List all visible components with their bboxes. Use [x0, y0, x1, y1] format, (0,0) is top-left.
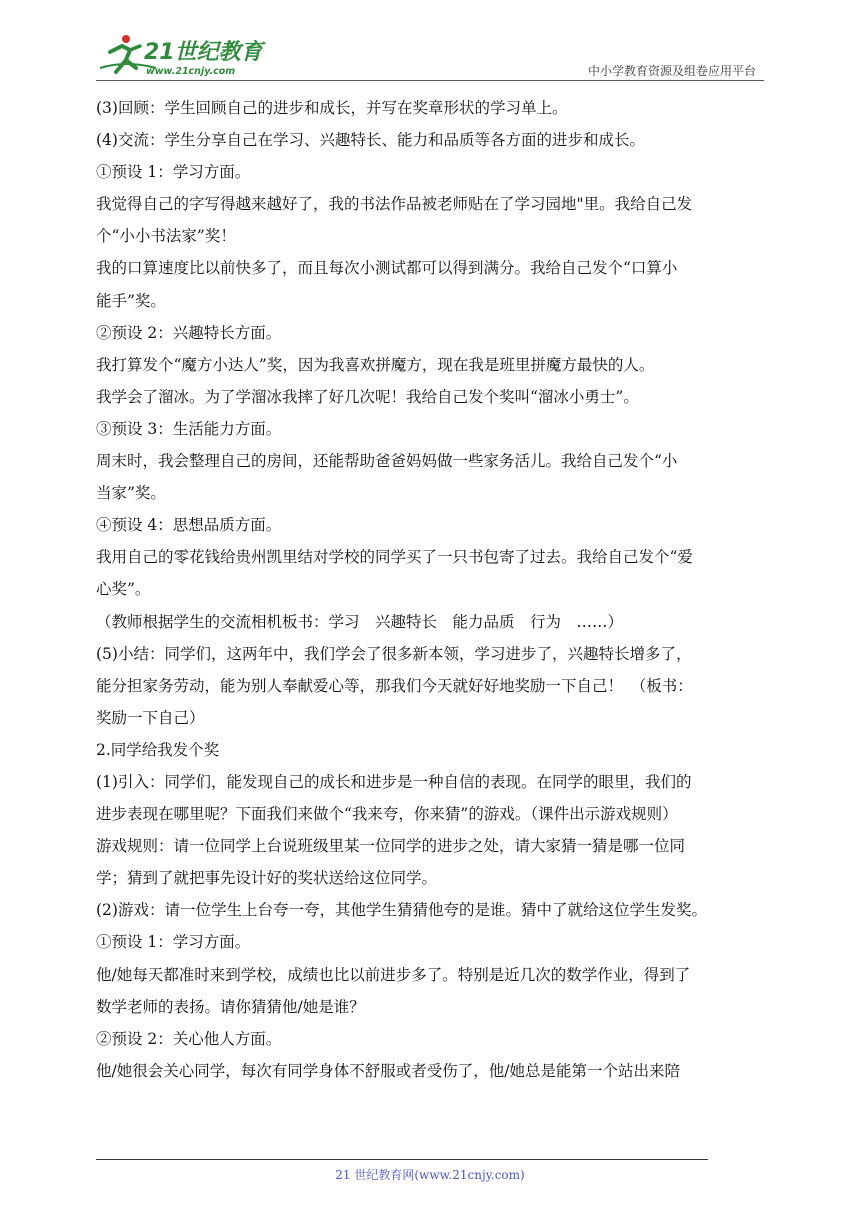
- text-line: 数学老师的表扬。请你猜猜他/她是谁？: [96, 997, 365, 1016]
- text-line: 进步表现在哪里呢？下面我们来做个“我来夸，你来猜”的游戏。（课件出示游戏规则）: [96, 805, 678, 824]
- text-line: 他/她很会关心同学，每次有同学身体不舒服或者受伤了，他/她总是能第一个站出来陪: [96, 1061, 680, 1080]
- header-divider: [96, 80, 764, 81]
- text-line: (1)引入：同学们，能发现自己的成长和进步是一种自信的表现。在同学的眼里，我们的: [96, 772, 692, 791]
- text-line: 当家”奖。: [96, 484, 166, 503]
- text-line: 2.同学给我发个奖: [96, 740, 220, 759]
- text-line: 我打算发个“魔方小达人”奖，因为我喜欢拼魔方，现在我是班里拼魔方最快的人。: [96, 355, 655, 374]
- text-line: (5)小结：同学们，这两年中，我们学会了很多新本领，学习进步了，兴趣特长增多了，: [96, 644, 692, 663]
- text-line: 我的口算速度比以前快多了，而且每次小测试都可以得到满分。我给自己发个“口算小: [96, 259, 678, 278]
- page-header: [96, 28, 764, 80]
- text-line: ①预设 1：学习方面。: [96, 933, 251, 952]
- text-line: ③预设 3：生活能力方面。: [96, 419, 282, 438]
- text-line: (4)交流：学生分享自己在学习、兴趣特长、能力和品质等各方面的进步和成长。: [96, 131, 645, 150]
- text-line: (3)回顾：学生回顾自己的进步和成长，并写在奖章形状的学习单上。: [96, 99, 568, 117]
- text-line: 我用自己的零花钱给贵州凯里结对学校的同学买了一只书包寄了过去。我给自己发个“爱: [96, 548, 693, 567]
- text-line: （教师根据学生的交流相机板书：学习 兴趣特长 能力品质 行为 ……）: [96, 612, 624, 631]
- text-line: ②预设 2：关心他人方面。: [96, 1029, 282, 1048]
- footer-divider: [96, 1159, 708, 1160]
- site-logo: [96, 32, 266, 78]
- text-line: 能手”奖。: [96, 291, 166, 310]
- logo-url: www.21cnjy.com: [146, 66, 236, 77]
- text-line: 心奖”。: [96, 580, 151, 599]
- text-line: 能分担家务劳动，能为别人奉献爱心等，那我们今天就好好地奖励一下自己！ （板书：: [96, 676, 693, 695]
- text-line: 我学会了溜冰。为了学溜冰我摔了好几次呢！我给自己发个奖叫“溜冰小勇士”。: [96, 387, 639, 406]
- text-line: (2)游戏：请一位学生上台夸一夸，其他学生猜猜他夸的是谁。猜中了就给这位学生发奖。: [96, 901, 707, 920]
- text-line: 他/她每天都准时来到学校，成绩也比以前进步多了。特别是近几次的数学作业，得到了: [96, 965, 691, 984]
- document-body: [96, 92, 768, 1087]
- text-line: 个“小小书法家”奖！: [96, 227, 236, 246]
- text-line: ①预设 1：学习方面。: [96, 163, 251, 182]
- text-line: 奖励一下自己）: [96, 708, 205, 727]
- text-line: ④预设 4：思想品质方面。: [96, 516, 282, 535]
- platform-name: 中小学教育资源及组卷应用平台: [587, 64, 756, 78]
- logo-text: 21世纪教育: [144, 40, 263, 65]
- text-line: 周末时，我会整理自己的房间，还能帮助爸爸妈妈做一些家务活儿。我给自己发个“小: [96, 452, 678, 471]
- text-line: 游戏规则：请一位同学上台说班级里某一位同学的进步之处，请大家猜一猜是哪一位同: [96, 837, 686, 856]
- text-line: ②预设 2：兴趣特长方面。: [96, 323, 282, 342]
- text-line: 学；猜到了就把事先设计好的奖状送给这位同学。: [96, 869, 438, 888]
- footer-link[interactable]: 21 世纪教育网(www.21cnjy.com): [335, 1168, 525, 1182]
- text-line: 我觉得自己的字写得越来越好了，我的书法作品被老师贴在了学习园地"里。我给自己发: [96, 195, 693, 214]
